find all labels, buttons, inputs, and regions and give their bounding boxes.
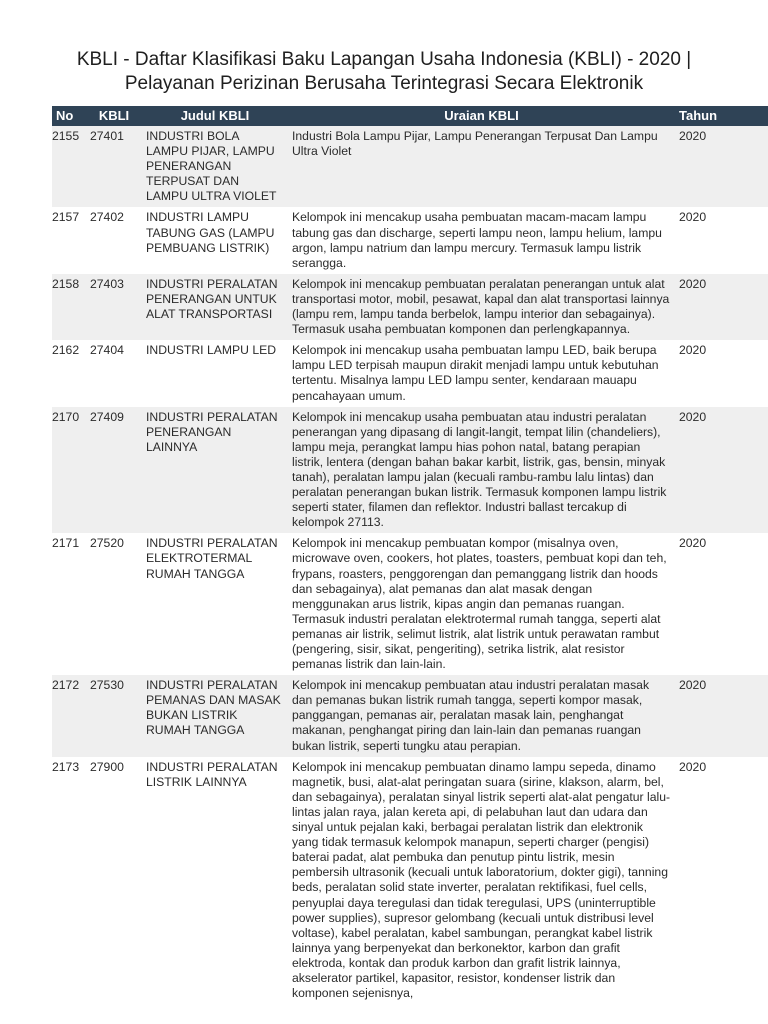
table-row: [52, 407, 768, 534]
cell-uraian: Kelompok ini mencakup usaha pembuatan macam-macam lampu tabung gas dan discharge, seperti lampu neon, lampu helium, lampu argon, lampu natrium dan lampu mercury. Termasuk lampu listrik serangga.: [288, 207, 675, 273]
header-tahun: Tahun: [675, 106, 768, 126]
cell-judul: INDUSTRI PERALATAN PENERANGAN UNTUK ALAT TRANSPORTASI: [142, 274, 288, 340]
cell-uraian: Kelompok ini mencakup usaha pembuatan atau industri peralatan penerangan yang dipasang di langit-langit, tempat lilin (chandeliers), lampu meja, perangkat lampu hias pohon natal, batang perapian listrik, lentera (dengan bahan bakar karbit, listrik, gas, bensin, minyak tanah), peralatan lampu jalan (kecuali rambu-rambu lalu lintas) dan peralatan penerangan bukan listrik. Termasuk komponen lampu listrik seperti stater, filamen dan reflektor. Industri ballast tercakup di kelompok 27113.: [288, 407, 675, 534]
cell-uraian: Kelompok ini mencakup pembuatan peralatan penerangan untuk alat transportasi motor, mobil, pesawat, kapal dan alat transportasi lainnya (lampu rem, lampu tanda berbelok, lampu interior dan sebagainya). Termasuk usaha pembuatan komponen dan perlengkapannya.: [288, 274, 675, 340]
cell-judul: INDUSTRI LAMPU TABUNG GAS (LAMPU PEMBUANG LISTRIK): [142, 207, 288, 273]
cell-judul: INDUSTRI PERALATAN ELEKTROTERMAL RUMAH TANGGA: [142, 533, 288, 675]
table-header: [52, 106, 768, 126]
cell-tahun: 2020: [675, 340, 768, 406]
header-kbli: KBLI: [86, 106, 142, 126]
table-row: [52, 757, 768, 1005]
cell-tahun: 2020: [675, 207, 768, 273]
cell-judul: INDUSTRI PERALATAN PENERANGAN LAINNYA: [142, 407, 288, 534]
cell-uraian: Kelompok ini mencakup pembuatan kompor (misalnya oven, microwave oven, cookers, hot plates, toasters, pembuat kopi dan teh, frypans, roasters, penggorengan dan pemanggang listrik dan hoods dan sebagainya), alat pemanas dan alat masak dengan menggunakan arus listrik, kipas angin dan pemanas ruangan. Termasuk industri peralatan elektrotermal rumah tangga, seperti alat pemanas air listrik, selimut listrik, alat listrik untuk perawatan rambut (pengering, sisir, sikat, pengeriting), setrika listrik, alat resistor pemanas listrik dan lain-lain.: [288, 533, 675, 675]
cell-tahun: 2020: [675, 533, 768, 675]
cell-kbli: 27530: [86, 675, 142, 756]
cell-kbli: 27900: [86, 757, 142, 1005]
cell-kbli: 27403: [86, 274, 142, 340]
cell-no: 2157: [52, 207, 86, 273]
cell-tahun: 2020: [675, 407, 768, 534]
header-uraian: Uraian KBLI: [288, 106, 675, 126]
cell-no: 2158: [52, 274, 86, 340]
cell-tahun: 2020: [675, 274, 768, 340]
cell-kbli: 27402: [86, 207, 142, 273]
table-row: [52, 533, 768, 675]
cell-kbli: 27409: [86, 407, 142, 534]
cell-tahun: 2020: [675, 126, 768, 207]
cell-judul: INDUSTRI BOLA LAMPU PIJAR, LAMPU PENERANGAN TERPUSAT DAN LAMPU ULTRA VIOLET: [142, 126, 288, 207]
cell-uraian: Kelompok ini mencakup pembuatan atau industri peralatan masak dan pemanas bukan listrik rumah tangga, seperti kompor masak, panggangan, pemanas air, peralatan masak lain, penghangat makanan, penghangat piring dan lain-lain dan pemanas ruangan bukan listrik, seperti tungku atau perapian.: [288, 675, 675, 756]
cell-judul: INDUSTRI LAMPU LED: [142, 340, 288, 406]
cell-no: 2171: [52, 533, 86, 675]
page-title-line-1: KBLI - Daftar Klasifikasi Baku Lapangan Usaha Indonesia (KBLI) - 2020 |: [76, 49, 692, 70]
table-row: [52, 207, 768, 273]
header-no: No: [52, 106, 86, 126]
cell-no: 2155: [52, 126, 86, 207]
cell-no: 2173: [52, 757, 86, 1005]
cell-tahun: 2020: [675, 757, 768, 1005]
cell-judul: INDUSTRI PERALATAN LISTRIK LAINNYA: [142, 757, 288, 1005]
page-title: [40, 48, 728, 96]
cell-no: 2172: [52, 675, 86, 756]
page-title-line-2: Pelayanan Perizinan Berusaha Terintegrasi Secara Elektronik: [124, 73, 644, 94]
cell-uraian: Industri Bola Lampu Pijar, Lampu Penerangan Terpusat Dan Lampu Ultra Violet: [288, 126, 675, 207]
cell-tahun: 2020: [675, 675, 768, 756]
cell-kbli: 27520: [86, 533, 142, 675]
kbli-table: [52, 106, 768, 1004]
table-row: [52, 340, 768, 406]
table-body: [52, 126, 768, 1004]
header-judul: Judul KBLI: [142, 106, 288, 126]
cell-judul: INDUSTRI PERALATAN PEMANAS DAN MASAK BUKAN LISTRIK RUMAH TANGGA: [142, 675, 288, 756]
table-row: [52, 126, 768, 207]
cell-no: 2170: [52, 407, 86, 534]
cell-kbli: 27404: [86, 340, 142, 406]
cell-no: 2162: [52, 340, 86, 406]
cell-kbli: 27401: [86, 126, 142, 207]
cell-uraian: Kelompok ini mencakup usaha pembuatan lampu LED, baik berupa lampu LED terpisah maupun dirakit menjadi lampu untuk kebutuhan tertentu. Misalnya lampu LED lampu senter, kendaraan mauapu pencahayaan umum.: [288, 340, 675, 406]
table-row: [52, 675, 768, 756]
cell-uraian: Kelompok ini mencakup pembuatan dinamo lampu sepeda, dinamo magnetik, busi, alat-alat peringatan suara (sirine, klakson, alarm, bel, dan sebagainya), peralatan sinyal listrik seperti alat-alat pengatur lalu-lintas jalan raya, jalan kereta api, di pelabuhan laut dan udara dan sinyal untuk pejalan kaki, berbagai peralatan listrik dan elektronik yang tidak termasuk kelompok manapun, seperti charger (pengisi) baterai padat, alat pembuka dan penutup pintu listrik, mesin pembersih ultrasonik (kecuali untuk laboratorium, dokter gigi), tanning beds, peralatan solid state inverter, peralatan rektifikasi, fuel cells, penyuplai daya teregulasi dan tidak teregulasi, UPS (uninterruptible power supplies), supresor gelombang (kecuali untuk distribusi level voltase), kabel peralatan, kabel sambungan, perangkat kabel listrik lainnya yang berpenyekat dan berkonektor, karbon dan grafit elektroda, kontak dan produk karbon dan grafit listrik lainnya, akselerator partikel, kapasitor, resistor, kondenser listrik dan komponen sejenisnya,: [288, 757, 675, 1005]
table-row: [52, 274, 768, 340]
